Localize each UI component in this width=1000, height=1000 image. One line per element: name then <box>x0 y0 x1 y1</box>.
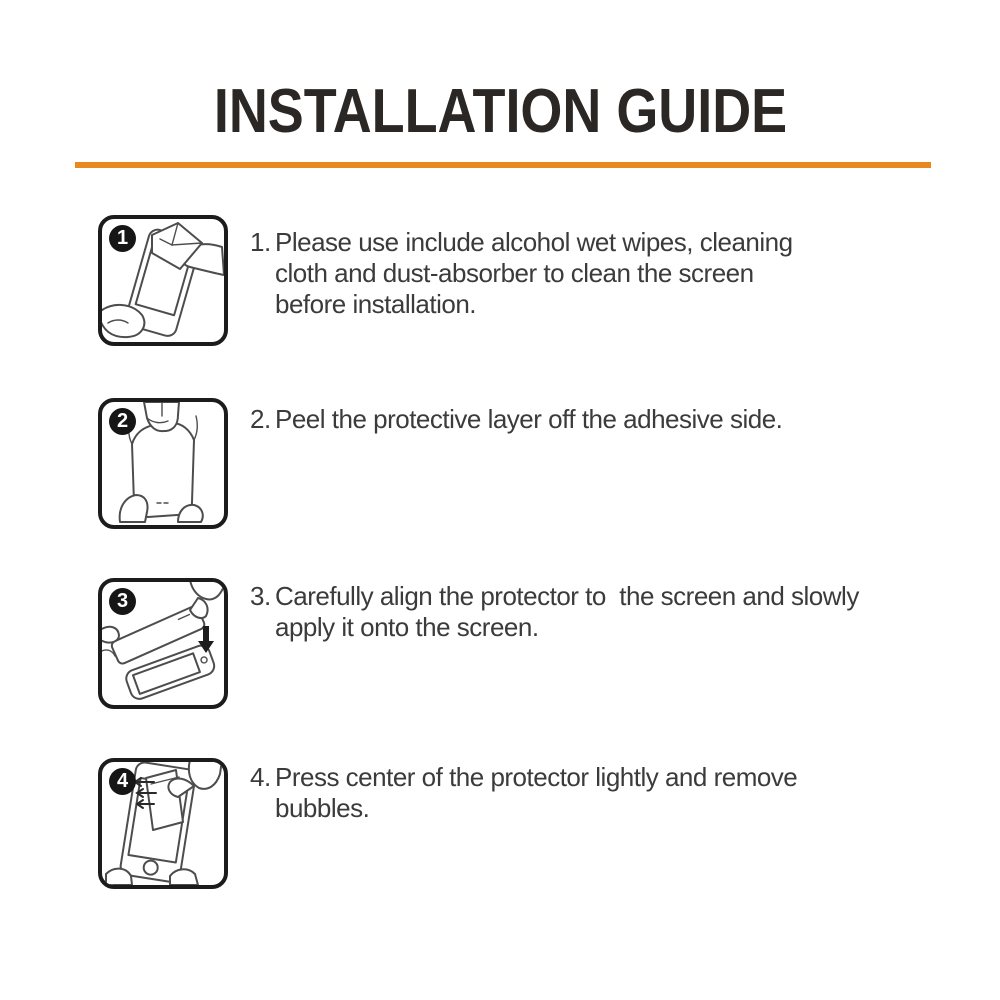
step-2-number-badge: 2 <box>109 408 136 435</box>
step-1-text <box>250 227 793 320</box>
step-1-line-1: Please use include alcohol wet wipes, cleaning <box>275 227 793 257</box>
step-2-marker: 2. <box>250 404 271 434</box>
step-2-line-1: Peel the protective layer off the adhesive side. <box>275 404 783 434</box>
step-2-illustration <box>98 398 228 529</box>
step-3-line-2: apply it onto the screen. <box>275 612 539 642</box>
step-3-text <box>250 581 859 643</box>
step-3-marker: 3. <box>250 581 271 611</box>
step-3-illustration <box>98 578 228 709</box>
step-3-number-badge: 3 <box>109 588 136 615</box>
step-2-lines <box>275 404 782 435</box>
step-2-text <box>250 404 782 435</box>
step-1-illustration <box>98 215 228 346</box>
step-4-line-2: bubbles. <box>275 793 370 823</box>
step-4-number-badge: 4 <box>109 768 136 795</box>
step-3-lines <box>275 581 859 643</box>
step-3-line-1: Carefully align the protector to the screen and slowly <box>275 581 859 611</box>
step-4-lines <box>275 762 797 824</box>
step-4-line-1: Press center of the protector lightly and remove <box>275 762 798 792</box>
step-1-number-badge: 1 <box>109 225 136 252</box>
step-1-line-2: cloth and dust-absorber to clean the screen <box>275 258 754 288</box>
step-1-line-3: before installation. <box>275 289 477 319</box>
step-1-marker: 1. <box>250 227 271 257</box>
page-title: INSTALLATION GUIDE <box>213 77 787 146</box>
orange-divider <box>75 162 931 168</box>
page-title-wrap <box>0 76 1000 147</box>
step-4-illustration <box>98 758 228 889</box>
step-4-marker: 4. <box>250 762 271 792</box>
step-1-lines <box>275 227 793 320</box>
step-4-text <box>250 762 797 824</box>
